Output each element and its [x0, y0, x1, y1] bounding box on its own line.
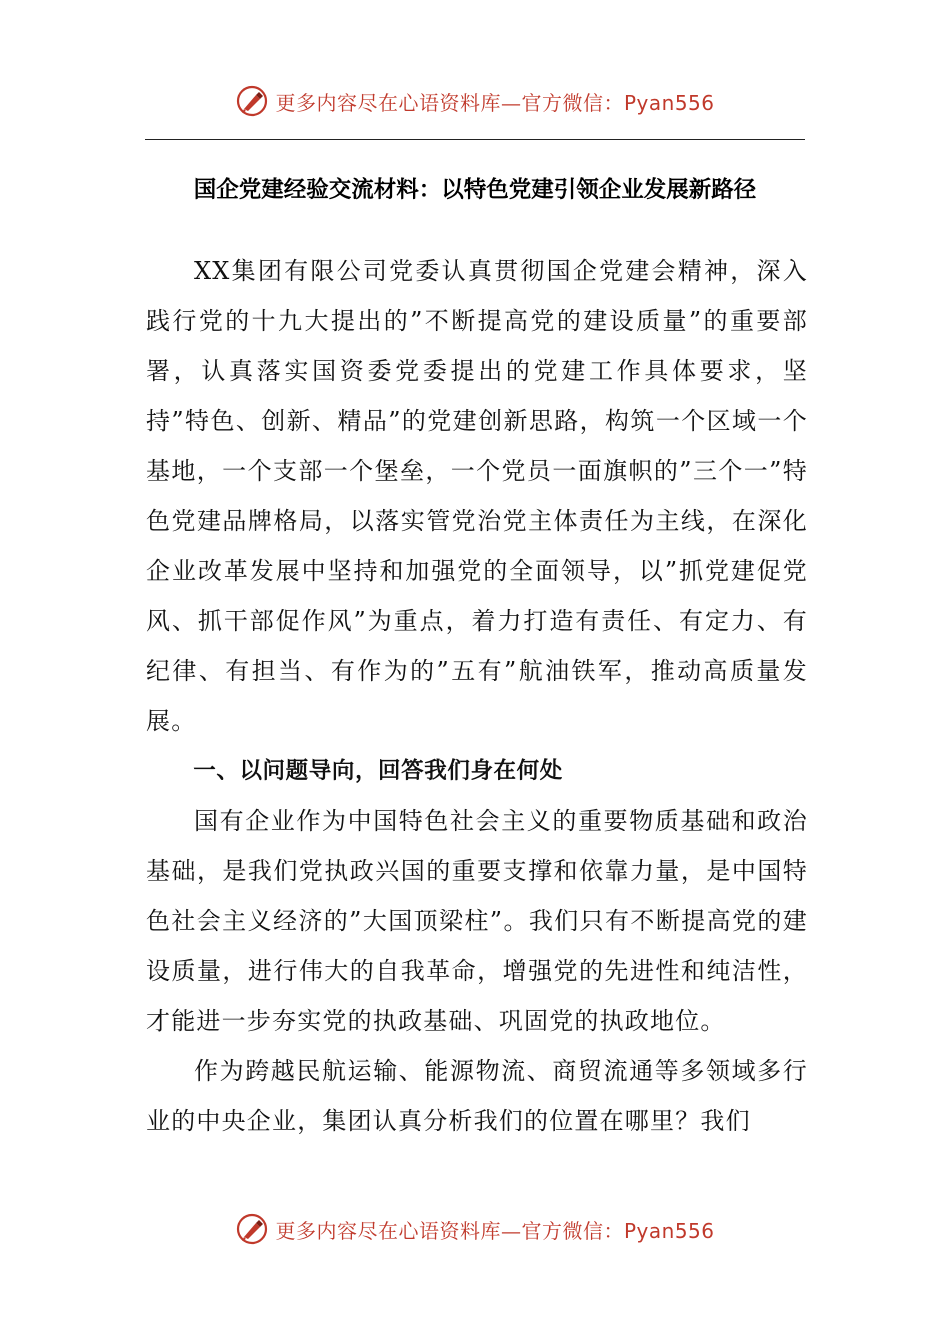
header-watermark: [0, 84, 950, 118]
pen-circle-icon: [235, 84, 269, 118]
footer-watermark: [0, 1212, 950, 1246]
section-heading: 一、以问题导向，回答我们身在何处: [193, 758, 563, 784]
watermark-account: Pyan556: [623, 1218, 715, 1243]
watermark-text: 更多内容尽在心语资料库—官方微信：Pyan556: [275, 1218, 715, 1243]
document-title: 国企党建经验交流材料：以特色党建引领企业发展新路径: [193, 177, 757, 203]
section-paragraph: 国有企业作为中国特色社会主义的重要物质基础和政治基础，是我们党执政兴国的重要支撑和依靠力量，是中国特色社会主义经济的”大国顶梁柱”。我们只有不断提高党的建设质量，进行伟大的自我革命，增强党的先进性和纯洁性，才能进一步夯实党的执政基础、巩固党的执政地位。: [146, 807, 808, 1035]
header-divider: [145, 139, 805, 140]
intro-paragraph: XX集团有限公司党委认真贯彻国企党建会精神，深入践行党的十九大提出的”不断提高党的建设质量”的重要部署，认真落实国资委党委提出的党建工作具体要求，坚持”特色、创新、精品”的党建创新思路，构筑一个区域一个基地，一个支部一个堡垒，一个党员一面旗帜的”三个一”特色党建品牌格局，以落实管党治党主体责任为主线，在深化企业改革发展中坚持和加强党的全面领导，以”抓党建促党风、抓干部促作风”为重点，着力打造有责任、有定力、有纪律、有担当、有作为的”五有”航油铁军，推动高质量发展。: [146, 257, 808, 735]
pen-circle-icon: [235, 1212, 269, 1246]
watermark-text: 更多内容尽在心语资料库—官方微信：Pyan556: [275, 90, 715, 115]
document-body: [146, 246, 808, 1146]
section-paragraph: 作为跨越民航运输、能源物流、商贸流通等多领域多行业的中央企业，集团认真分析我们的位置在哪里？我们: [146, 1057, 808, 1135]
watermark-account: Pyan556: [623, 90, 715, 115]
